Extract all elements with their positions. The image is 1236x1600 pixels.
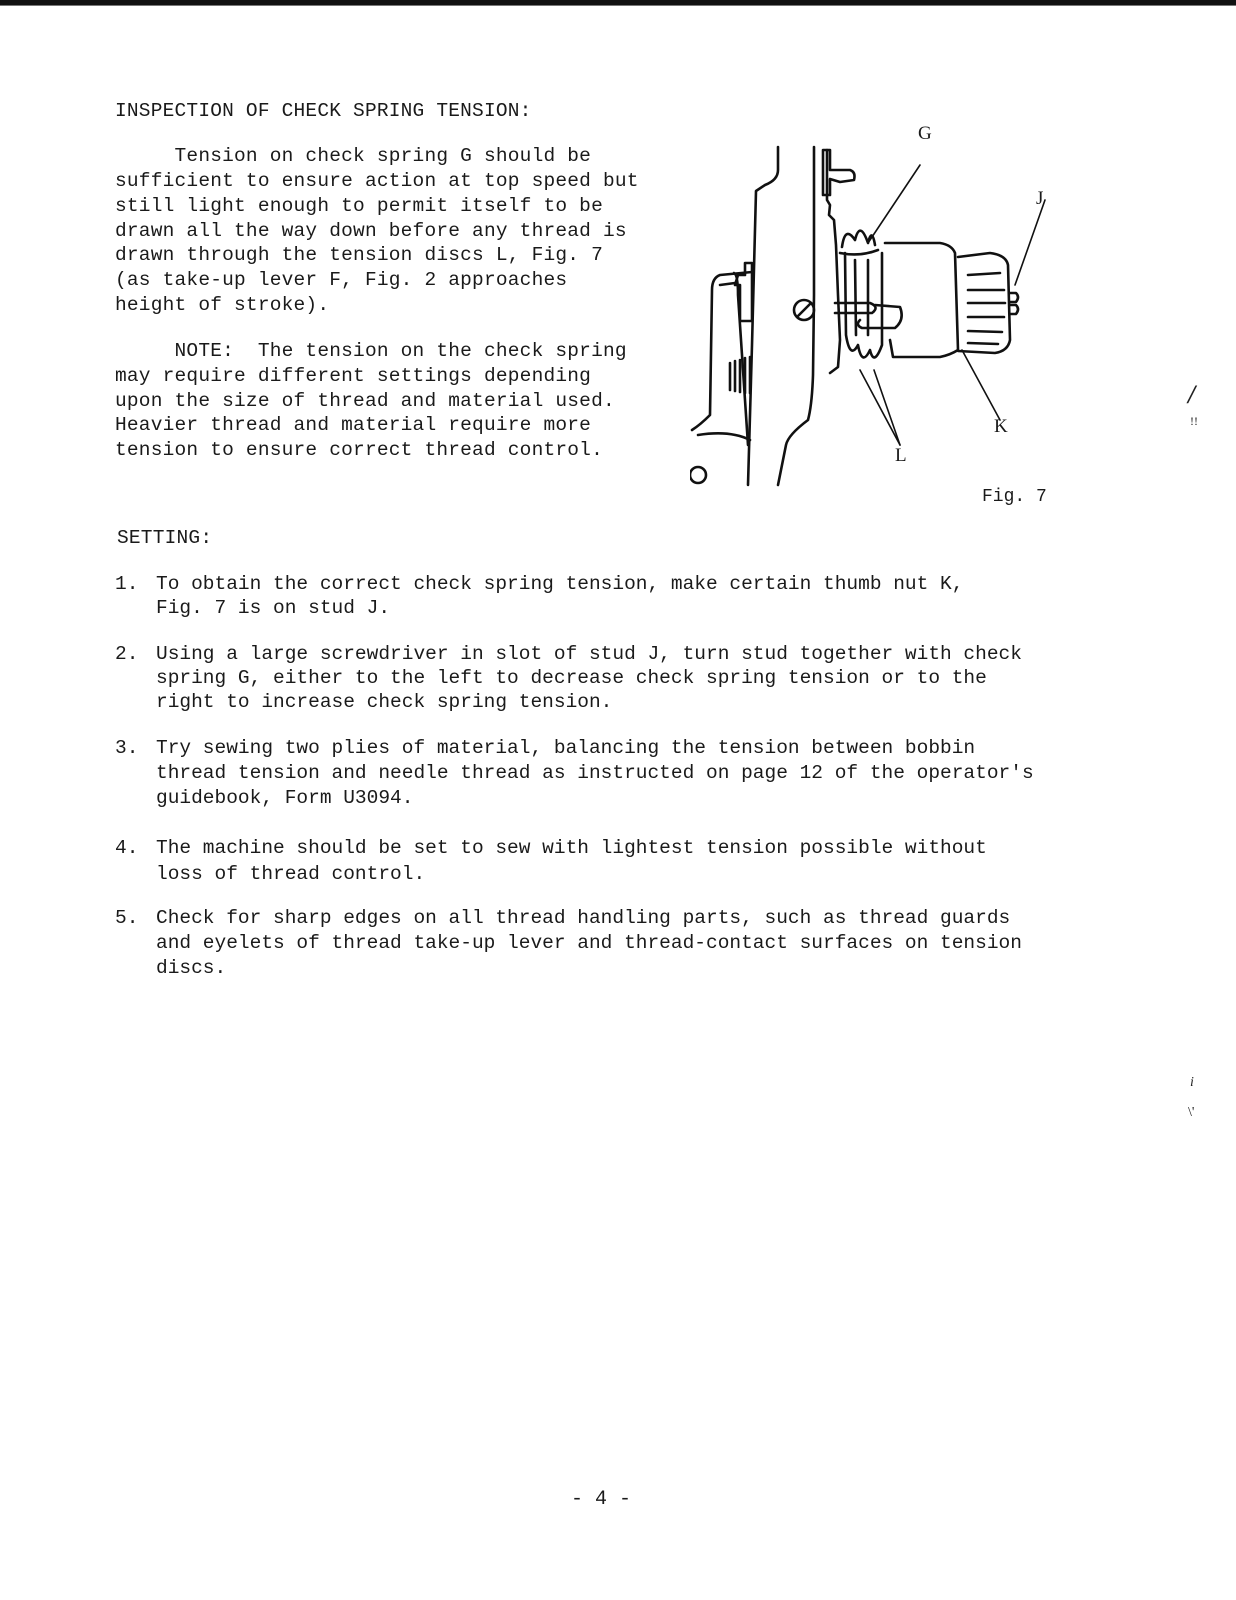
step-line: right to increase check spring tension. xyxy=(156,691,613,713)
scan-top-border-shadow xyxy=(0,5,1236,6)
margin-mark: \' xyxy=(1188,1105,1195,1120)
step-number: 4. xyxy=(115,837,139,859)
paragraph-line: still light enough to permit itself to be xyxy=(115,195,603,217)
paragraph-line: tension to ensure correct thread control. xyxy=(115,439,603,461)
margin-mark: !! xyxy=(1190,414,1198,428)
step-line: and eyelets of thread take-up lever and thread-contact surfaces on tension xyxy=(156,932,1022,954)
label-l: L xyxy=(895,445,907,466)
step-number: 5. xyxy=(115,907,139,929)
label-g: G xyxy=(918,123,932,144)
paragraph-line: drawn all the way down before any thread is xyxy=(115,220,627,242)
figure-caption: Fig. 7 xyxy=(982,487,1047,507)
paragraph-line: may require different settings depending xyxy=(115,365,592,387)
paragraph-line: drawn through the tension discs L, Fig. 7 xyxy=(115,244,603,266)
figure-7-tension-assembly xyxy=(690,123,1060,515)
paragraph-line: (as take-up lever F, Fig. 2 approaches xyxy=(115,269,568,291)
step-line: guidebook, Form U3094. xyxy=(156,787,414,809)
margin-mark: / xyxy=(1188,380,1196,409)
paragraph-line: Heavier thread and material require more xyxy=(115,414,592,436)
step-line: Try sewing two plies of material, balancing the tension between bobbin xyxy=(156,737,976,759)
step-line: Fig. 7 is on stud J. xyxy=(156,597,391,619)
step-line: thread tension and needle thread as instructed on page 12 of the operator's xyxy=(156,762,1034,784)
step-number: 2. xyxy=(115,643,139,665)
step-number: 3. xyxy=(115,737,139,759)
step-number: 1. xyxy=(115,573,139,595)
step-line: Check for sharp edges on all thread handling parts, such as thread guards xyxy=(156,907,1011,929)
paragraph-line: NOTE: The tension on the check spring xyxy=(115,340,627,362)
step-line: spring G, either to the left to decrease check spring tension or to the xyxy=(156,667,987,689)
paragraph-line: upon the size of thread and material used. xyxy=(115,390,615,412)
margin-mark: i xyxy=(1190,1075,1194,1090)
page-number: - 4 - xyxy=(571,1488,632,1511)
paragraph-line: Tension on check spring G should be xyxy=(115,145,592,167)
label-j: J xyxy=(1036,188,1044,209)
section-heading: INSPECTION OF CHECK SPRING TENSION: xyxy=(115,100,532,122)
paragraph-line: height of stroke). xyxy=(115,294,330,316)
paragraph-line: sufficient to ensure action at top speed but xyxy=(115,170,639,192)
step-line: The machine should be set to sew with lightest tension possible without xyxy=(156,837,987,859)
step-line: To obtain the correct check spring tension, make certain thumb nut K, xyxy=(156,573,964,595)
step-line: discs. xyxy=(156,957,227,979)
label-k: K xyxy=(994,416,1008,437)
setting-heading: SETTING: xyxy=(117,527,213,549)
step-line: Using a large screwdriver in slot of stud J, turn stud together with check xyxy=(156,643,1022,665)
step-line: loss of thread control. xyxy=(156,863,426,885)
